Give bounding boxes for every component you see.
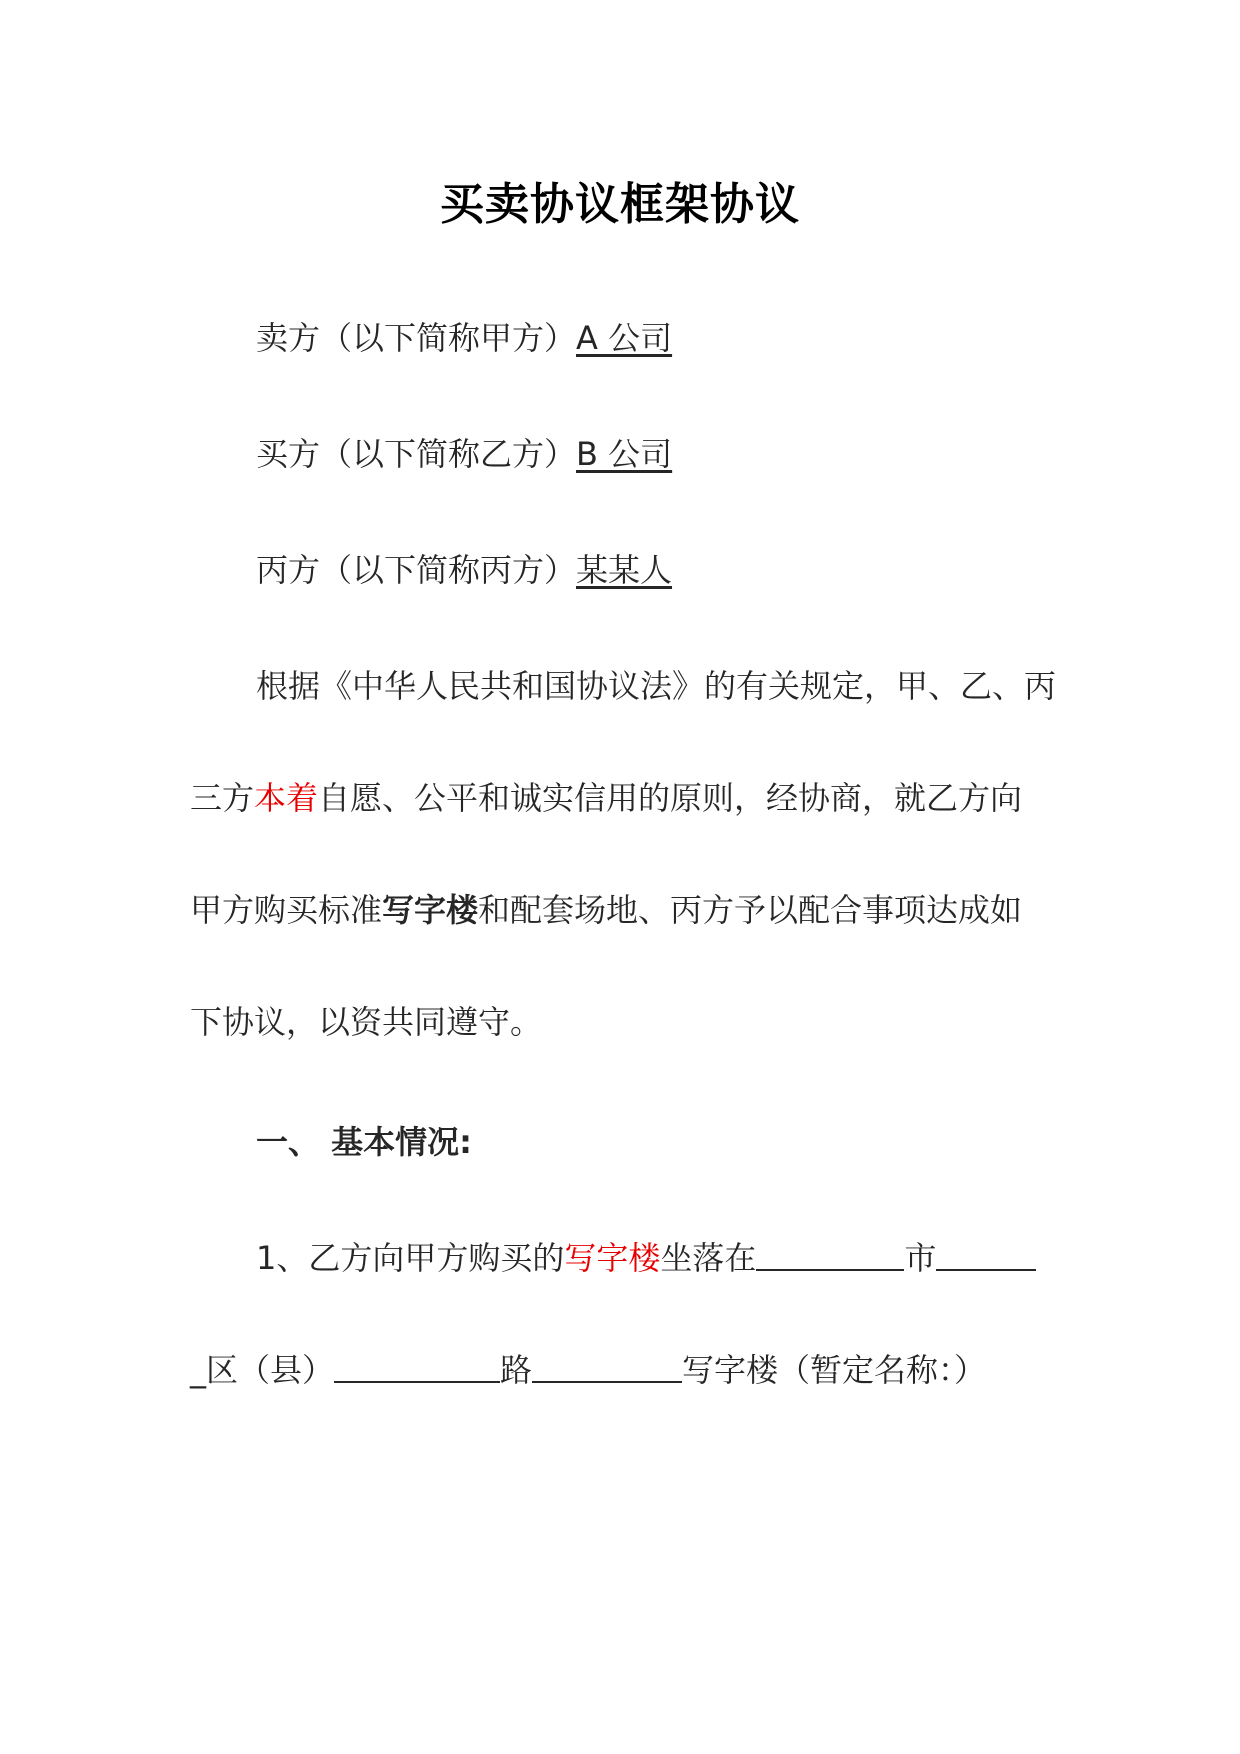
intro-line-4	[190, 1000, 1060, 1044]
party-third-name: 某某人	[576, 551, 673, 589]
intro-line-1	[256, 664, 1060, 708]
intro-line-3-b: 和配套场地、丙方予以配合事项达成如	[478, 891, 1023, 929]
party-buyer-name: B 公司	[576, 435, 673, 473]
intro-line-2-b: 自愿、公平和诚实信用的原则，经协商，就乙方向	[318, 779, 1023, 817]
road-blank	[532, 1351, 682, 1383]
intro-line-3-a: 甲方购买标准	[190, 891, 383, 929]
party-seller-name: A 公司	[576, 319, 673, 357]
section-1-item-1-line-2	[190, 1348, 1060, 1392]
intro-highlight-bold: 写字楼	[382, 891, 479, 929]
section-1-item-1-line-1	[256, 1236, 1060, 1280]
party-third-prefix: 丙方（以下简称丙方）	[256, 551, 577, 589]
item-1-text-b: 坐落在	[660, 1239, 757, 1277]
document-title: 买卖协议框架协议	[440, 179, 800, 230]
city-blank	[756, 1239, 904, 1271]
party-buyer-prefix: 买方（以下简称乙方）	[256, 435, 577, 473]
intro-line-4-text: 下协议，以资共同遵守。	[190, 1003, 543, 1041]
intro-line-2-a: 三方	[190, 779, 255, 817]
intro-line-2	[190, 776, 1060, 820]
party-seller	[256, 316, 1060, 360]
intro-line-1-text: 根据《中华人民共和国协议法》的有关规定，甲、乙、丙	[256, 667, 1057, 705]
item-1-district-label: 区（县）	[206, 1351, 335, 1389]
city-blank-2	[936, 1239, 1036, 1271]
item-1-highlight-red: 写字楼	[564, 1239, 661, 1277]
item-1-line-2-lead: _	[190, 1351, 206, 1389]
item-1-tail: 写字楼（暂定名称：）	[682, 1351, 987, 1389]
item-1-city-label: 市	[904, 1239, 937, 1277]
section-1-heading: 一、 基本情况:	[256, 1123, 472, 1161]
item-1-road-label: 路	[500, 1351, 533, 1389]
intro-line-3	[190, 888, 1060, 932]
party-third	[256, 548, 1060, 592]
party-buyer	[256, 432, 1060, 476]
district-blank	[334, 1351, 500, 1383]
intro-highlight-red: 本着	[254, 779, 319, 817]
party-seller-prefix: 卖方（以下简称甲方）	[256, 319, 577, 357]
item-1-text-a: 1、乙方向甲方购买的	[256, 1239, 565, 1277]
